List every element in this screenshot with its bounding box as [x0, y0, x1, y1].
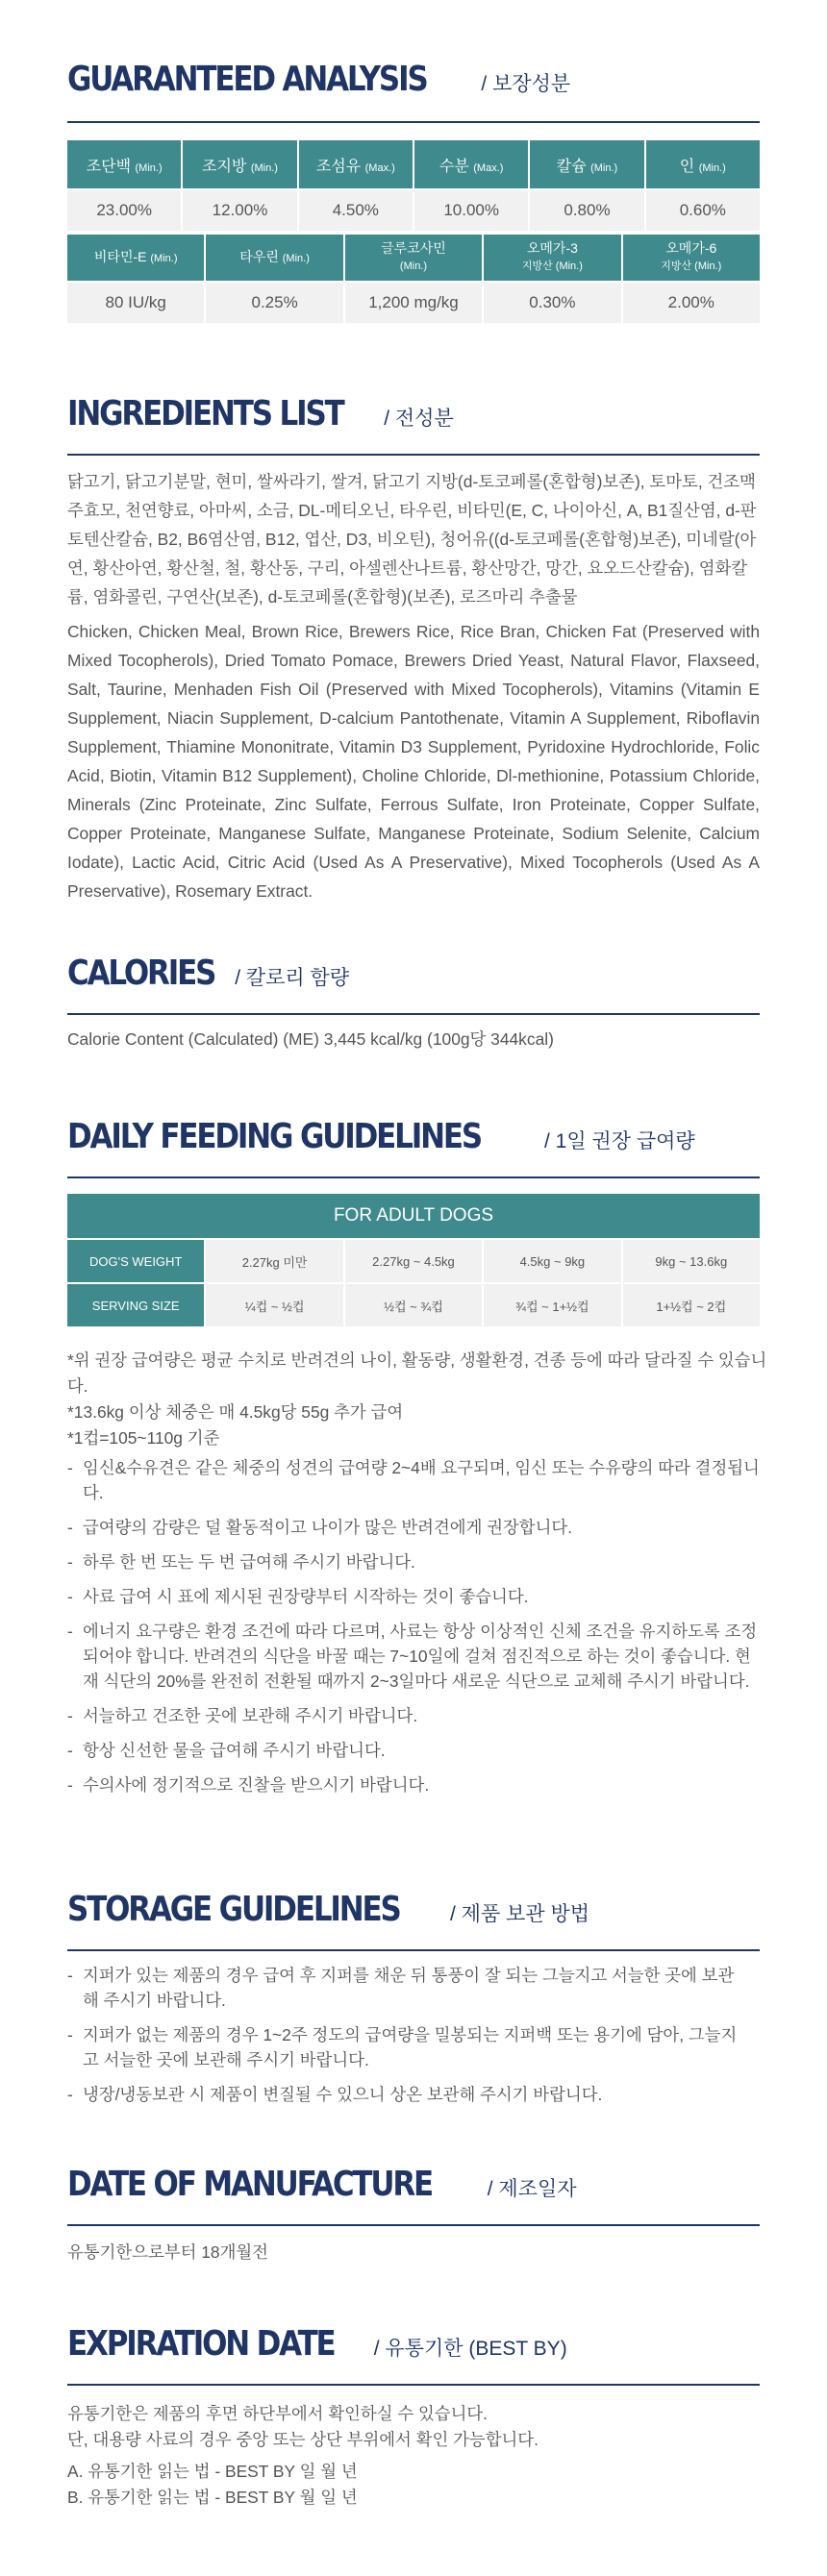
section-heading — [67, 2324, 760, 2364]
analysis-value: 0.30% — [484, 283, 620, 323]
feeding-table — [65, 1192, 762, 1328]
section-heading — [67, 954, 760, 993]
list-item: - 급여량의 감량은 덜 활동적이고 나이가 많은 반려견에게 권장합니다. — [67, 1515, 760, 1540]
serving-value: ½컵 ~ ¾컵 — [345, 1284, 482, 1326]
serving-value: ¾컵 ~ 1+½컵 — [484, 1284, 620, 1326]
heading-ko: / 제조일자 — [487, 2178, 577, 2200]
analysis-header: 비타민-E (Min.) — [67, 235, 204, 281]
serving-value: 1+½컵 ~ 2컵 — [623, 1284, 760, 1326]
heading-ko: / 제품 보관 방법 — [449, 1903, 590, 1925]
list-item: - 지퍼가 없는 제품의 경우 1~2주 정도의 급여량을 밀봉되는 지퍼백 또는 용기에 담아, 그늘지고 서늘한 곳에 보관해 주시기 바랍니다. — [67, 2022, 740, 2072]
heading-ko: / 전성분 — [384, 408, 454, 430]
manufacture-text: 유통기한으로부터 18개월전 — [67, 2242, 268, 2262]
section-heading — [67, 1117, 760, 1156]
ingredients-korean: 닭고기, 닭고기분말, 현미, 쌀싸라기, 쌀겨, 닭고기 지방(d-토코페롤(혼합형)보존), 토마토, 건조맥주효모, 천연향료, 아마씨, 소금, DL-메티오닌, 타우린, 비타민(E, C, 나이아신, A, B1질산염, d-판토텐산칼슘, B2, B6염산염, B12, 엽산, D3, 비오틴), 청어유((d-토코페롤(혼합형)보존), 미네랄(아연, 황산아연, 황산철, 철, 황산동, 구리, 아셀렌산나트륨, 황산망간, 망간, 요오드산칼슘), 염화칼륨, 염화콜린, 구연산(보존), d-토코페롤(혼합형)(보존), 로즈마리 추출물 — [67, 472, 757, 607]
analysis-value: 0.25% — [206, 283, 342, 323]
analysis-header: 조단백 (Min.) — [67, 140, 181, 188]
feeding-bullets — [67, 1455, 760, 1807]
heading-rule — [67, 2224, 760, 2226]
analysis-value: 1,200 mg/kg — [345, 283, 482, 323]
heading-rule — [67, 1949, 760, 1951]
storage-bullets — [67, 1963, 740, 2117]
list-item: - 에너지 요구량은 환경 조건에 따라 다르며, 사료는 항상 이상적인 신체 조건을 유지하도록 조정되어야 합니다. 반려견의 식단을 바꿀 때는 7~10일에 걸쳐 점진적으로 하는 것이 좋습니다. 현재 식단의 20%를 완전히 전환될 때까지 2~3일마다 새로운 식단으로 교체해 주시기 바랍니다. — [67, 1619, 760, 1694]
list-item: - 지퍼가 있는 제품의 경우 급여 후 지퍼를 채운 뒤 통풍이 잘 되는 그늘지고 서늘한 곳에 보관해 주시기 바랍니다. — [67, 1963, 740, 2013]
expiration-text — [67, 2401, 760, 2511]
analysis-value: 2.00% — [623, 283, 760, 323]
heading-rule — [67, 121, 760, 123]
list-item: - 수의사에 정기적으로 진찰을 받으시기 바랍니다. — [67, 1772, 760, 1797]
calories-section — [67, 954, 760, 1049]
expiration-line: A. 유통기한 읽는 법 - BEST BY 일 월 년 — [67, 2462, 358, 2481]
section-heading — [67, 1890, 760, 1929]
analysis-header: 조섬유 (Max.) — [299, 140, 413, 188]
analysis-value: 10.00% — [414, 190, 528, 231]
analysis-table-2 — [65, 233, 762, 325]
list-item: - 냉장/냉동보관 시 제품이 변질될 수 있으니 상온 보관해 주시기 바랍니다. — [67, 2082, 740, 2107]
analysis-header: 인 (Min.) — [646, 140, 760, 188]
section-heading — [67, 394, 760, 433]
heading-rule — [67, 2384, 760, 2386]
analysis-value: 23.00% — [67, 190, 181, 231]
analysis-value: 0.80% — [530, 190, 643, 231]
ingredients-english: Chicken, Chicken Meal, Brown Rice, Brewers Rice, Rice Bran, Chicken Fat (Preserved with Mixed Tocopherols), Dried Tomato Pomace, Brewers Dried Yeast, Natural Flavor, Flaxseed, Salt, Taurine, Menhaden Fish Oil (Preserved with Mixed Tocopherols), Vitamins (Vitamin E Supplement, Niacin Supplement, D-calcium Pantothenate, Vitamin A Supplement, Riboflavin Supplement, Thiamine Mononitrate, Vitamin D3 Supplement, Pyridoxine Hydrochloride, Folic Acid, Biotin, Vitamin B12 Supplement), Choline Chloride, Dl-methionine, Potassium Chloride, Minerals (Zinc Proteinate, Zinc Sulfate, Ferrous Sulfate, Iron Proteinate, Copper Sulfate, Copper Proteinate, Manganese Sulfate, Manganese Proteinate, Sodium Selenite, Calcium Iodate), Lactic Acid, Citric Acid (Used As A Preservative), Mixed Tocopherols (Used As A Preservative), Rosemary Extract. — [67, 622, 760, 901]
feeding-note: *위 권장 급여량은 평균 수치로 반려견의 나이, 활동량, 생활환경, 견종 등에 따라 달라질 수 있습니다. — [67, 1350, 767, 1396]
heading-en: DAILY FEEDING GUIDELINES — [67, 1117, 481, 1156]
heading-en: EXPIRATION DATE — [67, 2324, 335, 2364]
heading-ko: / 보장성분 — [481, 73, 571, 95]
storage-section — [67, 1890, 760, 2104]
heading-ko: / 칼로리 함량 — [235, 967, 350, 989]
calorie-content: Calorie Content (Calculated) (ME) 3,445 kcal/kg (100g당 344kcal) — [67, 1029, 554, 1049]
analysis-header: 타우린 (Min.) — [206, 235, 342, 281]
analysis-value: 12.00% — [183, 190, 296, 231]
feeding-note: *13.6kg 이상 체중은 매 4.5kg당 55g 추가 급여 — [67, 1402, 404, 1422]
heading-rule — [67, 454, 760, 456]
weight-value: 9kg ~ 13.6kg — [623, 1240, 760, 1282]
section-heading — [67, 60, 760, 99]
serving-value: ¼컵 ~ ½컵 — [206, 1284, 342, 1326]
section-heading — [67, 2165, 760, 2204]
analysis-header: 조지방 (Min.) — [183, 140, 296, 188]
heading-en: DATE OF MANUFACTURE — [67, 2165, 433, 2204]
list-item: - 사료 급여 시 표에 제시된 권장량부터 시작하는 것이 좋습니다. — [67, 1584, 760, 1609]
heading-en: GUARANTEED ANALYSIS — [67, 60, 427, 99]
analysis-header: 수분 (Max.) — [414, 140, 528, 188]
expiration-line: B. 유통기한 읽는 법 - BEST BY 월 일 년 — [67, 2488, 358, 2507]
list-item: - 서늘하고 건조한 곳에 보관해 주시기 바랍니다. — [67, 1703, 760, 1728]
heading-en: CALORIES — [67, 954, 215, 993]
analysis-table-1 — [65, 138, 762, 233]
heading-rule — [67, 1013, 760, 1015]
analysis-header: 오메가-6 지방산 (Min.) — [623, 235, 760, 281]
guaranteed-analysis-section — [67, 60, 760, 311]
heading-en: INGREDIENTS LIST — [67, 394, 343, 433]
heading-rule — [67, 1177, 760, 1178]
list-item: - 하루 한 번 또는 두 번 급여해 주시기 바랍니다. — [67, 1549, 760, 1574]
list-item: - 항상 신선한 물을 급여해 주시기 바랍니다. — [67, 1738, 760, 1763]
heading-ko: / 1일 권장 급여량 — [543, 1130, 695, 1152]
weight-value: 2.27kg ~ 4.5kg — [345, 1240, 482, 1282]
ingredients-section — [67, 394, 760, 901]
feeding-section — [67, 1117, 767, 1795]
analysis-header: 오메가-3 지방산 (Min.) — [484, 235, 620, 281]
manufacture-section — [67, 2165, 760, 2262]
serving-label: SERVING SIZE — [67, 1284, 204, 1326]
analysis-value: 0.60% — [646, 190, 760, 231]
analysis-header: 칼슘 (Min.) — [530, 140, 643, 188]
feeding-notes — [67, 1348, 779, 1451]
heading-en: STORAGE GUIDELINES — [67, 1890, 400, 1929]
analysis-header: 글루코사민 (Min.) — [345, 235, 482, 281]
feeding-note: *1컵=105~110g 기준 — [67, 1428, 220, 1448]
weight-value: 4.5kg ~ 9kg — [484, 1240, 620, 1282]
heading-ko: / 유통기한 (BEST BY) — [373, 2338, 567, 2360]
weight-value: 2.27kg 미만 — [206, 1240, 342, 1282]
list-item: - 임신&수유견은 같은 체중의 성견의 급여량 2~4배 요구되며, 임신 또는 수유량의 따라 결정됩니다. — [67, 1455, 760, 1505]
feeding-caption: FOR ADULT DOGS — [67, 1194, 760, 1238]
expiration-line: 단, 대용량 사료의 경우 중앙 또는 상단 부위에서 확인 가능합니다. — [67, 2430, 539, 2449]
expiration-line: 유통기한은 제품의 후면 하단부에서 확인하실 수 있습니다. — [67, 2404, 489, 2423]
analysis-value: 80 IU/kg — [67, 283, 204, 323]
analysis-value: 4.50% — [299, 190, 413, 231]
expiration-section — [67, 2324, 760, 2507]
weight-label: DOG'S WEIGHT — [67, 1240, 204, 1282]
